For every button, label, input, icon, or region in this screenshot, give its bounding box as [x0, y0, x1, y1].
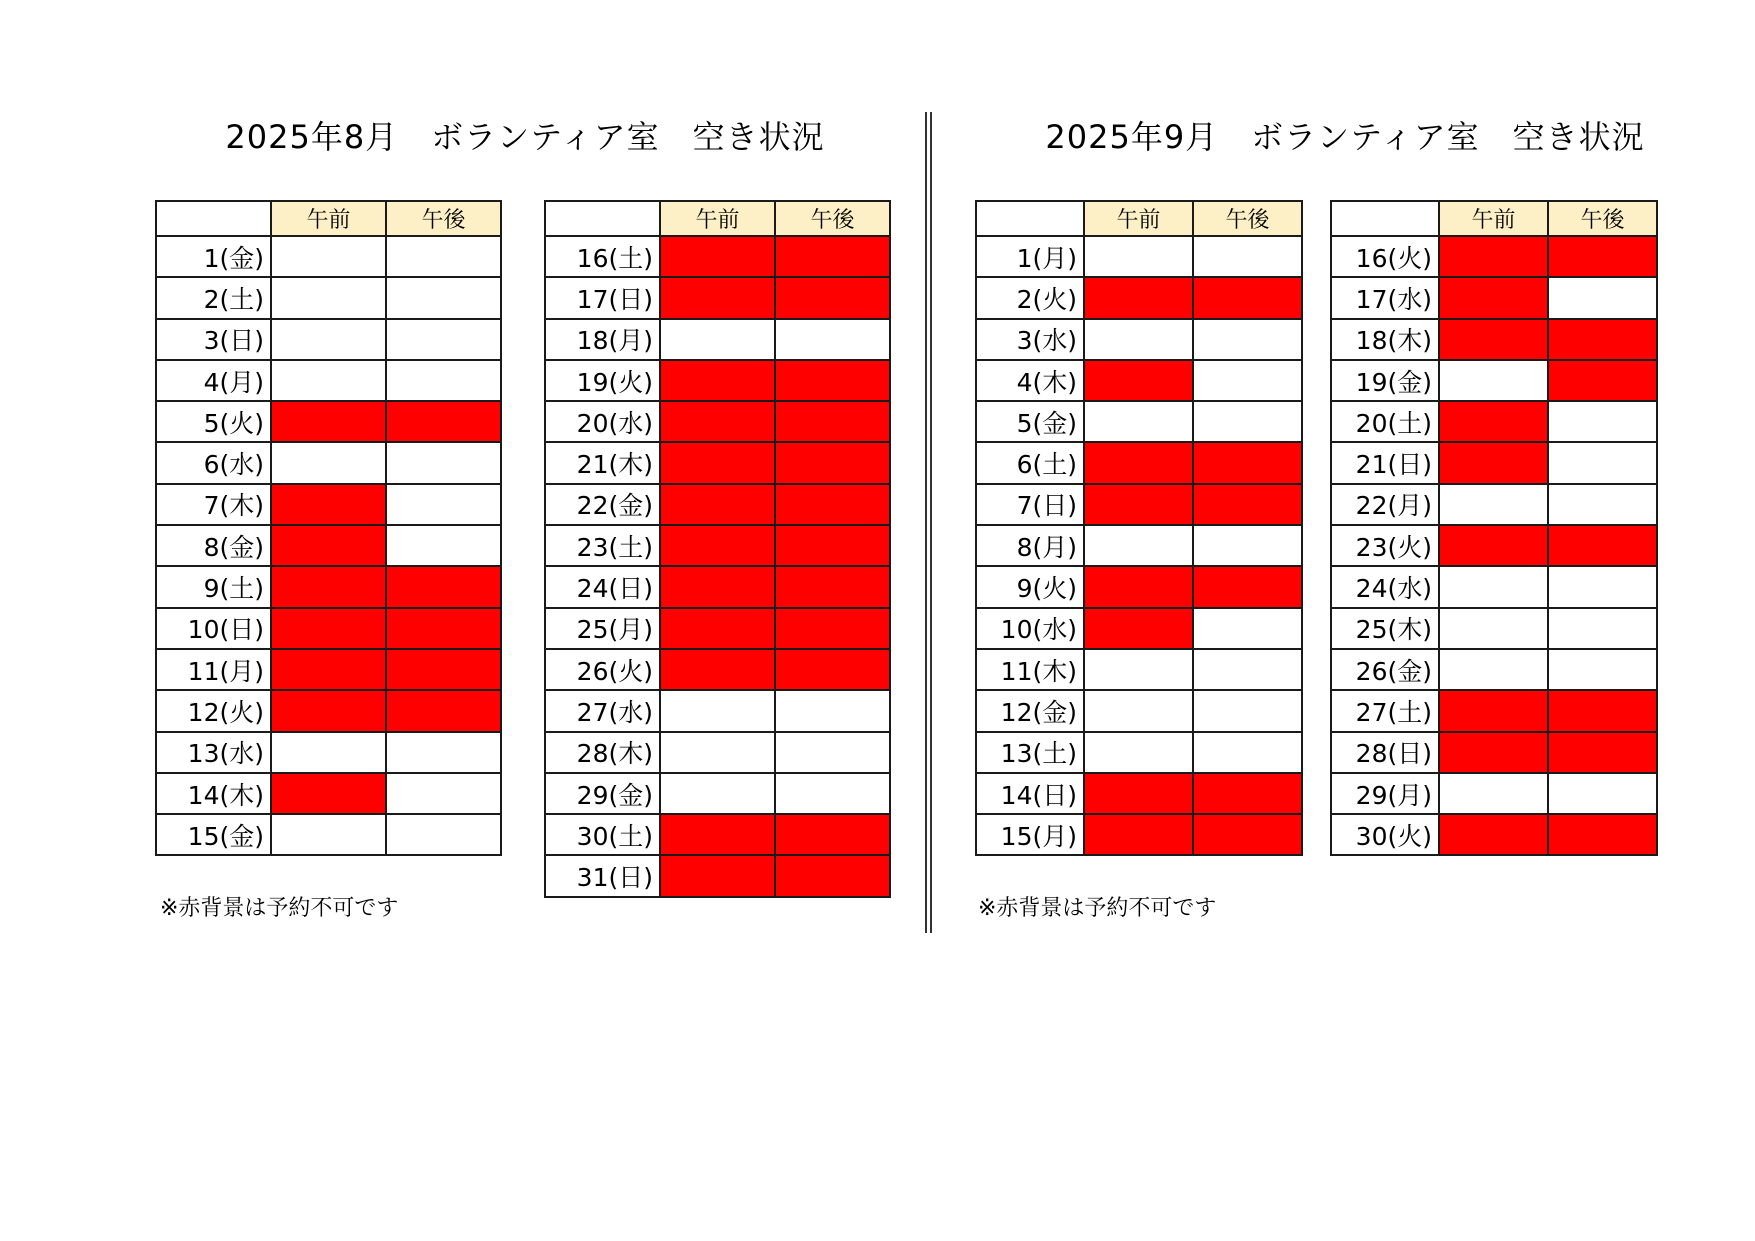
table-row: [156, 690, 501, 731]
booked-slot-pm: [1193, 277, 1302, 318]
available-slot-pm: [1193, 732, 1302, 773]
header-pm: 午後: [775, 201, 890, 236]
booked-slot-pm: [1193, 484, 1302, 525]
table-row: [545, 319, 890, 360]
booked-slot-pm: [1548, 814, 1657, 855]
table-row: [156, 814, 501, 855]
table-row: [1331, 649, 1657, 690]
date-cell: 3(日): [156, 319, 271, 360]
booked-slot-pm: [1548, 236, 1657, 277]
available-slot-pm: [1548, 608, 1657, 649]
available-slot-am: [1084, 319, 1193, 360]
booked-slot-am: [660, 525, 775, 566]
table-row: [156, 360, 501, 401]
booked-slot-am: [1084, 484, 1193, 525]
table-row: [156, 401, 501, 442]
legend-note-august: ※赤背景は予約不可です: [160, 896, 399, 921]
table-row: [976, 484, 1302, 525]
date-cell: 12(火): [156, 690, 271, 731]
table-row: [545, 608, 890, 649]
booked-slot-pm: [775, 484, 890, 525]
booked-slot-am: [1439, 277, 1548, 318]
date-cell: 16(土): [545, 236, 660, 277]
date-cell: 19(火): [545, 360, 660, 401]
booked-slot-pm: [386, 566, 501, 607]
date-cell: 11(月): [156, 649, 271, 690]
header-row: [976, 201, 1302, 236]
booked-slot-pm: [1548, 525, 1657, 566]
table-row: [976, 277, 1302, 318]
available-slot-pm: [1193, 360, 1302, 401]
booked-slot-pm: [1548, 319, 1657, 360]
booked-slot-am: [1084, 277, 1193, 318]
date-cell: 13(水): [156, 732, 271, 773]
available-slot-am: [1439, 566, 1548, 607]
available-slot-am: [1084, 732, 1193, 773]
corner-cell: [976, 201, 1084, 236]
date-cell: 16(火): [1331, 236, 1439, 277]
date-cell: 1(月): [976, 236, 1084, 277]
available-slot-am: [1439, 773, 1548, 814]
available-slot-pm: [1193, 649, 1302, 690]
table-row: [156, 649, 501, 690]
booked-slot-am: [271, 690, 386, 731]
table-row: [545, 525, 890, 566]
booked-slot-am: [1439, 732, 1548, 773]
table-row: [545, 566, 890, 607]
available-slot-am: [1084, 649, 1193, 690]
booked-slot-pm: [386, 649, 501, 690]
date-cell: 1(金): [156, 236, 271, 277]
date-cell: 10(日): [156, 608, 271, 649]
header-pm: 午後: [1193, 201, 1302, 236]
date-cell: 5(金): [976, 401, 1084, 442]
booked-slot-am: [1084, 773, 1193, 814]
booked-slot-am: [1084, 814, 1193, 855]
available-slot-pm: [386, 319, 501, 360]
booked-slot-am: [271, 566, 386, 607]
date-cell: 30(土): [545, 814, 660, 855]
table-row: [976, 690, 1302, 731]
available-slot-pm: [1548, 649, 1657, 690]
available-slot-pm: [386, 277, 501, 318]
date-cell: 21(日): [1331, 442, 1439, 483]
month-divider: [925, 112, 932, 933]
date-cell: 6(水): [156, 442, 271, 483]
booked-slot-am: [271, 608, 386, 649]
booked-slot-pm: [775, 442, 890, 483]
table-row: [1331, 442, 1657, 483]
table-row: [1331, 236, 1657, 277]
date-cell: 29(金): [545, 773, 660, 814]
date-cell: 19(金): [1331, 360, 1439, 401]
date-cell: 14(日): [976, 773, 1084, 814]
table-row: [545, 855, 890, 896]
available-slot-pm: [386, 814, 501, 855]
table-row: [545, 277, 890, 318]
available-slot-pm: [1548, 442, 1657, 483]
date-cell: 26(火): [545, 649, 660, 690]
available-slot-am: [271, 442, 386, 483]
booked-slot-am: [660, 360, 775, 401]
table-row: [545, 236, 890, 277]
booked-slot-am: [1084, 608, 1193, 649]
table-row: [1331, 319, 1657, 360]
available-slot-am: [1439, 484, 1548, 525]
available-slot-am: [660, 773, 775, 814]
header-row: [1331, 201, 1657, 236]
date-cell: 8(月): [976, 525, 1084, 566]
booked-slot-pm: [775, 277, 890, 318]
booked-slot-pm: [1548, 360, 1657, 401]
available-slot-am: [271, 732, 386, 773]
available-slot-pm: [386, 360, 501, 401]
available-slot-am: [1084, 236, 1193, 277]
available-slot-pm: [775, 690, 890, 731]
available-slot-am: [660, 732, 775, 773]
available-slot-pm: [1548, 484, 1657, 525]
table-row: [156, 525, 501, 566]
available-slot-am: [271, 319, 386, 360]
booked-slot-pm: [775, 608, 890, 649]
header-am: 午前: [271, 201, 386, 236]
available-slot-pm: [1193, 525, 1302, 566]
date-cell: 5(火): [156, 401, 271, 442]
booked-slot-am: [1084, 442, 1193, 483]
table-row: [1331, 360, 1657, 401]
date-cell: 7(日): [976, 484, 1084, 525]
header-am: 午前: [660, 201, 775, 236]
table-row: [1331, 690, 1657, 731]
date-cell: 27(土): [1331, 690, 1439, 731]
table-row: [156, 773, 501, 814]
available-slot-am: [1439, 608, 1548, 649]
date-cell: 17(日): [545, 277, 660, 318]
available-slot-am: [660, 690, 775, 731]
legend-note-september: ※赤背景は予約不可です: [978, 896, 1217, 921]
booked-slot-am: [1439, 401, 1548, 442]
date-cell: 4(月): [156, 360, 271, 401]
booked-slot-pm: [386, 608, 501, 649]
date-cell: 2(土): [156, 277, 271, 318]
available-slot-am: [1439, 360, 1548, 401]
booked-slot-pm: [775, 236, 890, 277]
date-cell: 22(金): [545, 484, 660, 525]
table-row: [545, 442, 890, 483]
table-row: [156, 236, 501, 277]
booked-slot-am: [1084, 360, 1193, 401]
available-slot-pm: [1193, 608, 1302, 649]
booked-slot-pm: [1548, 690, 1657, 731]
date-cell: 28(木): [545, 732, 660, 773]
table-row: [156, 442, 501, 483]
available-slot-am: [1084, 690, 1193, 731]
date-cell: 25(月): [545, 608, 660, 649]
table-row: [1331, 525, 1657, 566]
date-cell: 6(土): [976, 442, 1084, 483]
table-row: [976, 236, 1302, 277]
booked-slot-pm: [775, 649, 890, 690]
table-row: [1331, 732, 1657, 773]
booked-slot-pm: [386, 401, 501, 442]
available-slot-pm: [386, 484, 501, 525]
available-slot-pm: [386, 442, 501, 483]
available-slot-am: [271, 814, 386, 855]
table-row: [156, 732, 501, 773]
date-cell: 14(木): [156, 773, 271, 814]
table-row: [156, 277, 501, 318]
date-cell: 28(日): [1331, 732, 1439, 773]
table-row: [976, 732, 1302, 773]
corner-cell: [545, 201, 660, 236]
booked-slot-pm: [1193, 773, 1302, 814]
date-cell: 25(木): [1331, 608, 1439, 649]
booked-slot-pm: [1193, 566, 1302, 607]
table-row: [545, 690, 890, 731]
booked-slot-am: [271, 525, 386, 566]
booked-slot-am: [660, 608, 775, 649]
header-row: [545, 201, 890, 236]
booked-slot-am: [660, 277, 775, 318]
table-row: [156, 484, 501, 525]
date-cell: 21(木): [545, 442, 660, 483]
table-row: [976, 566, 1302, 607]
date-cell: 12(金): [976, 690, 1084, 731]
available-slot-pm: [775, 732, 890, 773]
page-title-september: 2025年9月 ボランティア室 空き状況: [1045, 118, 1645, 156]
header-am: 午前: [1439, 201, 1548, 236]
date-cell: 7(木): [156, 484, 271, 525]
date-cell: 27(水): [545, 690, 660, 731]
booked-slot-pm: [1193, 442, 1302, 483]
date-cell: 24(日): [545, 566, 660, 607]
available-slot-am: [1084, 525, 1193, 566]
booked-slot-am: [271, 484, 386, 525]
available-slot-am: [1439, 649, 1548, 690]
available-slot-pm: [386, 773, 501, 814]
august-table-second-half: [544, 200, 891, 898]
page-title-august: 2025年8月 ボランティア室 空き状況: [225, 118, 825, 156]
august-table-first-half: [155, 200, 502, 856]
table-row: [976, 814, 1302, 855]
booked-slot-am: [271, 649, 386, 690]
table-row: [1331, 484, 1657, 525]
table-row: [545, 732, 890, 773]
table-row: [545, 649, 890, 690]
date-cell: 10(水): [976, 608, 1084, 649]
booked-slot-am: [660, 566, 775, 607]
booked-slot-am: [1439, 319, 1548, 360]
booked-slot-am: [660, 855, 775, 896]
table-row: [156, 319, 501, 360]
available-slot-pm: [1193, 690, 1302, 731]
available-slot-pm: [1548, 566, 1657, 607]
table-row: [1331, 566, 1657, 607]
booked-slot-am: [660, 814, 775, 855]
booked-slot-pm: [775, 855, 890, 896]
booked-slot-am: [1084, 566, 1193, 607]
booked-slot-am: [660, 401, 775, 442]
table-row: [545, 360, 890, 401]
date-cell: 2(火): [976, 277, 1084, 318]
table-row: [545, 814, 890, 855]
available-slot-pm: [386, 236, 501, 277]
header-pm: 午後: [1548, 201, 1657, 236]
date-cell: 9(土): [156, 566, 271, 607]
available-slot-am: [271, 360, 386, 401]
corner-cell: [156, 201, 271, 236]
date-cell: 3(水): [976, 319, 1084, 360]
booked-slot-pm: [1193, 814, 1302, 855]
date-cell: 20(水): [545, 401, 660, 442]
booked-slot-pm: [386, 690, 501, 731]
date-cell: 18(木): [1331, 319, 1439, 360]
table-row: [156, 566, 501, 607]
table-row: [976, 360, 1302, 401]
date-cell: 23(火): [1331, 525, 1439, 566]
booked-slot-am: [1439, 236, 1548, 277]
table-row: [976, 401, 1302, 442]
date-cell: 29(月): [1331, 773, 1439, 814]
available-slot-am: [660, 319, 775, 360]
date-cell: 22(月): [1331, 484, 1439, 525]
date-cell: 24(水): [1331, 566, 1439, 607]
booked-slot-pm: [775, 360, 890, 401]
available-slot-am: [271, 236, 386, 277]
date-cell: 15(月): [976, 814, 1084, 855]
available-slot-pm: [1548, 277, 1657, 318]
date-cell: 23(土): [545, 525, 660, 566]
date-cell: 20(土): [1331, 401, 1439, 442]
booked-slot-am: [1439, 690, 1548, 731]
table-row: [1331, 277, 1657, 318]
booked-slot-am: [271, 773, 386, 814]
date-cell: 9(火): [976, 566, 1084, 607]
header-am: 午前: [1084, 201, 1193, 236]
date-cell: 30(火): [1331, 814, 1439, 855]
available-slot-pm: [775, 319, 890, 360]
table-row: [545, 773, 890, 814]
booked-slot-pm: [775, 401, 890, 442]
date-cell: 13(土): [976, 732, 1084, 773]
booked-slot-pm: [775, 566, 890, 607]
table-row: [1331, 814, 1657, 855]
table-row: [156, 608, 501, 649]
september-table-first-half: [975, 200, 1303, 856]
booked-slot-am: [1439, 442, 1548, 483]
date-cell: 31(日): [545, 855, 660, 896]
available-slot-pm: [1193, 401, 1302, 442]
table-row: [976, 608, 1302, 649]
table-row: [976, 773, 1302, 814]
booked-slot-am: [660, 649, 775, 690]
header-row: [156, 201, 501, 236]
date-cell: 15(金): [156, 814, 271, 855]
table-row: [976, 525, 1302, 566]
table-row: [1331, 773, 1657, 814]
booked-slot-am: [271, 401, 386, 442]
date-cell: 4(木): [976, 360, 1084, 401]
available-slot-pm: [386, 732, 501, 773]
available-slot-pm: [1548, 401, 1657, 442]
available-slot-pm: [1548, 773, 1657, 814]
available-slot-pm: [386, 525, 501, 566]
table-row: [1331, 608, 1657, 649]
table-row: [976, 649, 1302, 690]
available-slot-am: [271, 277, 386, 318]
date-cell: 17(水): [1331, 277, 1439, 318]
table-row: [976, 442, 1302, 483]
booked-slot-am: [660, 442, 775, 483]
table-row: [545, 484, 890, 525]
table-row: [545, 401, 890, 442]
booked-slot-am: [1439, 525, 1548, 566]
booked-slot-pm: [775, 814, 890, 855]
table-row: [1331, 401, 1657, 442]
date-cell: 18(月): [545, 319, 660, 360]
header-pm: 午後: [386, 201, 501, 236]
booked-slot-am: [660, 236, 775, 277]
booked-slot-am: [660, 484, 775, 525]
table-row: [976, 319, 1302, 360]
date-cell: 11(木): [976, 649, 1084, 690]
available-slot-pm: [1193, 236, 1302, 277]
booked-slot-pm: [1548, 732, 1657, 773]
available-slot-am: [1084, 401, 1193, 442]
booked-slot-pm: [775, 525, 890, 566]
date-cell: 8(金): [156, 525, 271, 566]
date-cell: 26(金): [1331, 649, 1439, 690]
september-table-second-half: [1330, 200, 1658, 856]
available-slot-pm: [1193, 319, 1302, 360]
booked-slot-am: [1439, 814, 1548, 855]
available-slot-pm: [775, 773, 890, 814]
corner-cell: [1331, 201, 1439, 236]
